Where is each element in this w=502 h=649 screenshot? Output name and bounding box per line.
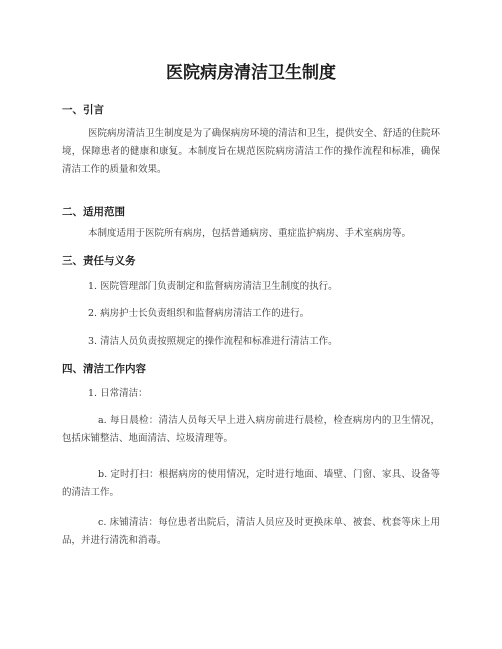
section-heading-intro: 一、引言: [62, 104, 104, 116]
responsibility-item-3: 3. 清洁人员负责按照规定的操作流程和标准进行清洁工作。: [88, 336, 338, 347]
document-title: 医院病房清洁卫生制度: [166, 63, 336, 83]
section-heading-scope: 二、适用范围: [62, 206, 125, 218]
cleaning-subitem-a: a. 每日晨检：清洁人员每天早上进入病房前进行晨检，检查病房内的卫生情况，包括床铺整洁、地面清洁、垃圾清理等。: [62, 415, 440, 444]
section-heading-responsibility: 三、责任与义务: [62, 255, 136, 267]
cleaning-item-1: 1. 日常清洁：: [88, 388, 148, 399]
cleaning-subitem-b: b. 定时打扫：根据病房的使用情况，定时进行地面、墙壁、门窗、家具、设备等的清洁工作。: [62, 469, 440, 498]
scope-paragraph: 本制度适用于医院所有病房，包括普通病房、重症监护病房、手术室病房等。: [88, 228, 412, 239]
responsibility-item-1: 1. 医院管理部门负责制定和监督病房清洁卫生制度的执行。: [88, 281, 338, 292]
responsibility-item-2: 2. 病房护士长负责组织和监督病房清洁工作的进行。: [88, 308, 310, 319]
cleaning-subitem-c: c. 床铺清洁：每位患者出院后，清洁人员应及时更换床单、被套、枕套等床上用品，并进行清洗和消毒。: [62, 517, 440, 546]
intro-paragraph: 医院病房清洁卫生制度是为了确保病房环境的清洁和卫生，提供安全、舒适的住院环境，保障患者的健康和康复。本制度旨在规范医院病房清洁工作的操作流程和标准，确保清洁工作的质量和效果。: [62, 128, 440, 175]
section-heading-cleaning-content: 四、清洁工作内容: [62, 363, 146, 375]
